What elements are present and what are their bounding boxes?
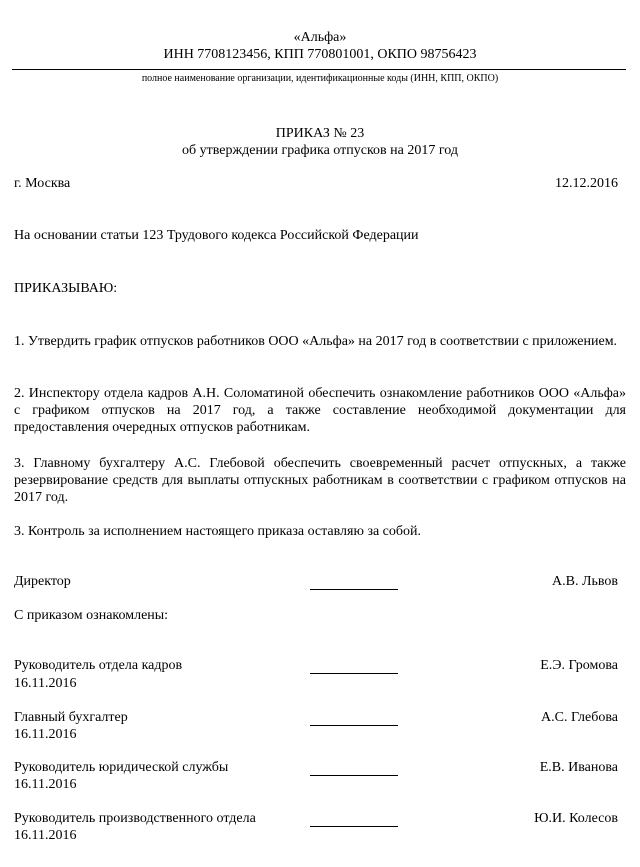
acquainted-date: 16.11.2016 <box>14 676 77 691</box>
acquainted-date: 16.11.2016 <box>14 828 77 843</box>
acquainted-date: 16.11.2016 <box>14 727 77 742</box>
order-basis: На основании статьи 123 Трудового кодекса Российской Федерации <box>14 228 419 243</box>
order-item-3: 3. Главному бухгалтеру А.С. Глебовой обеспечить своевременный расчет отпускных, а также резервирование средств для выплаты отпускных работникам в соответствии с графиком отпусков на 2017 год. <box>14 456 626 505</box>
acquainted-signature-line <box>310 826 398 827</box>
director-signature-line <box>310 589 398 590</box>
acquainted-position: Руководитель отдела кадров <box>14 658 183 673</box>
header-caption: полное наименование организации, идентификационные коды (ИНН, КПП, ОКПО) <box>141 73 499 84</box>
order-title: ПРИКАЗ № 23 <box>275 126 365 141</box>
order-item-2: 2. Инспектору отдела кадров А.Н. Соломатиной обеспечить ознакомление работников ООО «Альфа» с графиком отпусков на 2017 год, а также составление необходимой документации для предоставления очередных отпусков работникам. <box>14 386 626 435</box>
acquainted-signature-line <box>310 673 398 674</box>
acquainted-name: Е.В. Иванова <box>539 760 618 775</box>
organization-codes: ИНН 7708123456, КПП 770801001, ОКПО 98756423 <box>163 47 477 62</box>
organization-name: «Альфа» <box>293 30 347 45</box>
director-position: Директор <box>14 574 71 589</box>
order-subtitle: об утверждении графика отпусков на 2017 год <box>182 143 458 158</box>
order-item-4: 3. Контроль за исполнением настоящего приказа оставляю за собой. <box>14 524 422 539</box>
acquainted-position: Главный бухгалтер <box>14 710 128 725</box>
acquainted-date: 16.11.2016 <box>14 777 77 792</box>
acquainted-position: Руководитель юридической службы <box>14 760 229 775</box>
acquainted-label: С приказом ознакомлены: <box>14 608 169 623</box>
acquainted-signature-line <box>310 725 398 726</box>
header-divider <box>12 69 626 70</box>
acquainted-name: А.С. Глебова <box>541 710 618 725</box>
acquainted-name: Е.Э. Громова <box>540 658 618 673</box>
acquainted-signature-line <box>310 775 398 776</box>
acquainted-name: Ю.И. Колесов <box>534 811 618 826</box>
order-date: 12.12.2016 <box>555 176 618 191</box>
order-item-1: 1. Утвердить график отпусков работников ООО «Альфа» на 2017 год в соответствии с приложением. <box>14 334 618 349</box>
order-city: г. Москва <box>14 176 71 191</box>
acquainted-position: Руководитель производственного отдела <box>14 811 256 826</box>
order-word: ПРИКАЗЫВАЮ: <box>14 281 118 296</box>
director-name: А.В. Львов <box>552 574 618 589</box>
